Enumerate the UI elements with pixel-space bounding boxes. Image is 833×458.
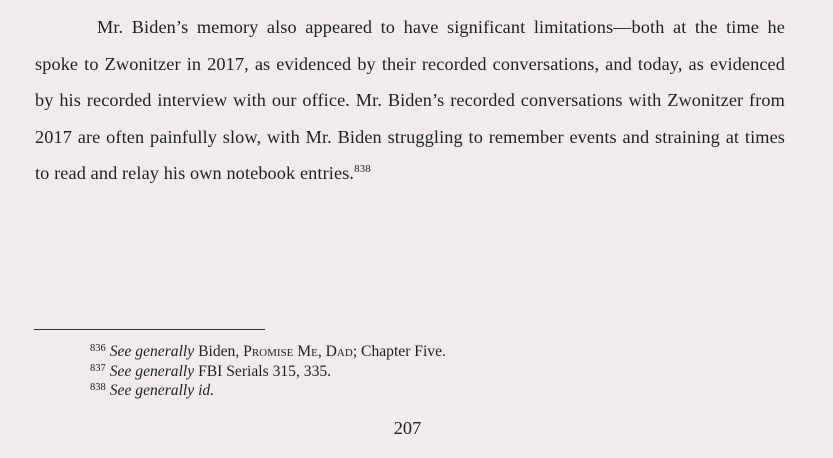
footnote-text-end: ; Chapter Five. <box>352 343 446 360</box>
footnote-number: 836 <box>90 343 106 354</box>
footnote-signal: See generally <box>109 362 195 380</box>
footnote-text: FBI Serials 315, 335. <box>194 362 332 380</box>
page-number: 207 <box>393 418 422 438</box>
footnote-text: Biden, <box>194 343 244 360</box>
footnote-list <box>90 342 790 401</box>
footnote-signal: See generally id. <box>109 382 215 399</box>
footnote-book-title: Promise Me, Dad <box>243 343 353 360</box>
footnote-reference: 838 <box>354 163 371 176</box>
footnote-separator <box>34 329 265 330</box>
footnote-item <box>90 381 790 401</box>
paragraph-text: Mr. Biden’s memory also appeared to have significant limitations—both at the time he spoke to Zwonitzer in 2017, as evidenced by their recorded conversations, and today, as evidenced by his recorded interview with our office. Mr. Biden’s recorded conversations with Zwonitzer from 2017 are often painfully slow, with Mr. Biden struggling to remember events and straining at times to read and relay his own notebook entries. <box>35 17 785 184</box>
footnote-item <box>90 342 790 362</box>
footnote-number: 838 <box>90 382 106 393</box>
footnote-item <box>90 362 790 382</box>
footnote-number: 837 <box>90 362 106 374</box>
body-paragraph <box>35 9 785 192</box>
footnote-signal: See generally <box>109 343 195 360</box>
